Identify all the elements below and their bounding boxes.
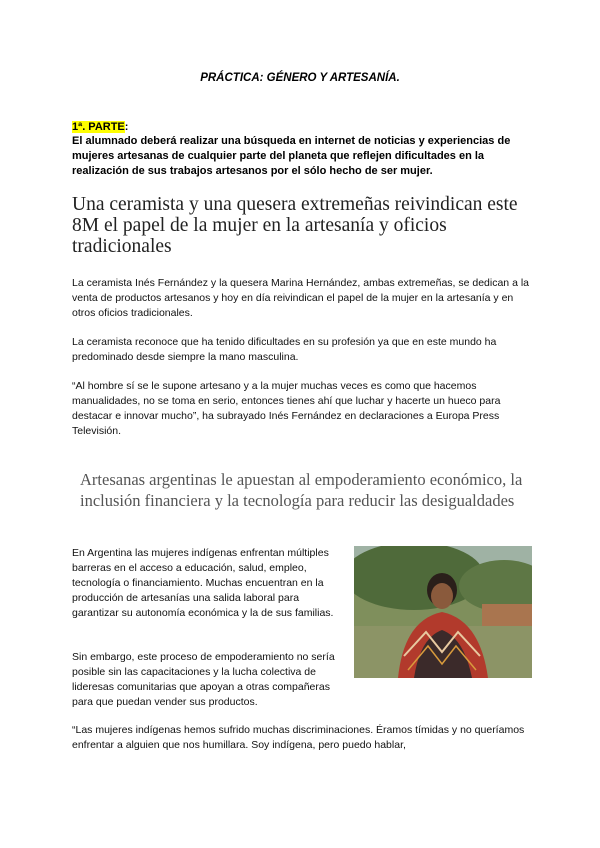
assignment-instructions: El alumnado deberá realizar una búsqueda en internet de noticias y experiencias de mujeres artesanas de cualquier parte del planeta que reflejen dificultades en la realización de sus trabajos artesanos por el sólo hecho de ser mujer. xyxy=(72,135,511,177)
part-label-colon: : xyxy=(124,121,129,133)
article2-paragraph: Sin embargo, este proceso de empoderamiento no sería posible sin las capacitaciones y la lucha colectiva de lideresas comunitarias que apoyan a otras compañeras para que puedan vender sus productos. xyxy=(72,651,335,708)
part-label xyxy=(72,121,128,133)
article2-headline: Artesanas argentinas le apuestan al empoderamiento económico, la inclusión financiera y la tecnología para reducir las desigualdades xyxy=(80,470,523,510)
artisan-woman-photo xyxy=(354,546,532,678)
article2-paragraph: En Argentina las mujeres indígenas enfrentan múltiples barreras en el acceso a educación, salud, empleo, tecnología o financiamiento. Muchas encuentran en la producción de artesanías una salida laboral para garantizar su autonomía económica y la de sus familias. xyxy=(72,547,334,619)
article2-paragraph: “Las mujeres indígenas hemos sufrido muchas discriminaciones. Éramos tímidas y no queríamos enfrentar a alguien que nos humillara. Soy indígena, pero puedo hablar, xyxy=(72,724,525,751)
page-title: PRÁCTICA: GÉNERO Y ARTESANÍA. xyxy=(200,72,400,84)
article1-headline: Una ceramista y una quesera extremeñas reivindican este 8M el papel de la mujer en la artesanía y oficios tradicionales xyxy=(72,194,518,257)
article1-paragraph: La ceramista Inés Fernández y la quesera Marina Hernández, ambas extremeñas, se dedican a la venta de productos artesanos y hoy en día reivindican el papel de la mujer en la artesanía y en otros oficios tradicionales. xyxy=(72,277,529,319)
article1-paragraph: “Al hombre sí se le supone artesano y a la mujer muchas veces es como que hacemos manualidades, no se toma en serio, entonces tienes ahí que luchar y hacerte un hueco para destacar e innovar mucho”, ha subrayado Inés Fernández en declaraciones a Europa Press Televisión. xyxy=(72,380,501,437)
article1-paragraph: La ceramista reconoce que ha tenido dificultades en su profesión ya que en este mundo ha predominado desde siempre la mano masculina. xyxy=(72,336,497,363)
part-label-highlight: 1ª. PARTE xyxy=(72,121,125,133)
